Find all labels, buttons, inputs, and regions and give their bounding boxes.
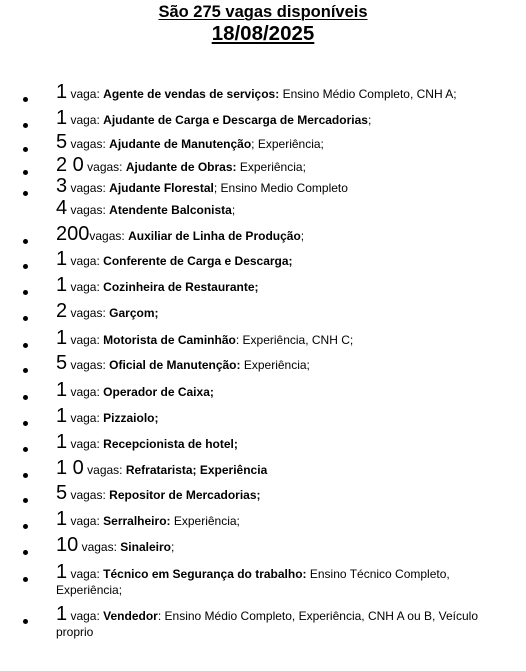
job-line bbox=[56, 561, 511, 598]
job-unit: vagas: bbox=[67, 358, 110, 372]
job-role: Repositor de Mercadorias; bbox=[109, 488, 261, 502]
job-details: ; Experiência; bbox=[251, 137, 324, 151]
job-role: Serralheiro: bbox=[103, 514, 171, 528]
job-role: Garçom; bbox=[109, 306, 159, 320]
job-count: 5 bbox=[56, 131, 68, 153]
bullet-icon bbox=[23, 316, 28, 321]
job-count: 200 bbox=[56, 223, 90, 245]
job-details: ; bbox=[367, 113, 372, 127]
job-unit: vagas: bbox=[83, 160, 126, 174]
job-line bbox=[56, 248, 511, 270]
job-role: Vendedor bbox=[103, 609, 158, 623]
job-line bbox=[56, 327, 511, 349]
job-line bbox=[56, 603, 511, 640]
bullet-icon bbox=[23, 123, 28, 128]
job-count: 1 0 bbox=[56, 457, 84, 479]
job-unit: vaga: bbox=[67, 567, 104, 581]
job-unit: vagas: bbox=[67, 203, 110, 217]
job-unit: vaga: bbox=[67, 333, 104, 347]
job-role: Oficial de Manutenção: bbox=[109, 358, 241, 372]
job-unit: vagas: bbox=[67, 306, 110, 320]
job-unit: vaga: bbox=[67, 514, 104, 528]
job-count: 1 bbox=[56, 274, 68, 296]
job-line bbox=[56, 431, 511, 453]
job-unit: vaga: bbox=[67, 280, 104, 294]
job-role: Ajudante de Manutenção bbox=[109, 137, 252, 151]
job-unit: vaga: bbox=[67, 609, 104, 623]
job-count: 1 bbox=[56, 405, 68, 427]
job-line bbox=[56, 175, 511, 197]
job-role: Atendente Balconista bbox=[109, 203, 232, 217]
bullet-icon bbox=[23, 264, 28, 269]
job-line bbox=[56, 457, 511, 479]
job-details: Experiência; bbox=[170, 514, 240, 528]
job-role: Motorista de Caminhão bbox=[103, 333, 236, 347]
bullet-icon bbox=[23, 343, 28, 348]
job-line bbox=[56, 482, 511, 504]
job-details: Experiência; bbox=[240, 358, 310, 372]
job-details: Ensino Médio Completo, CNH A; bbox=[279, 87, 457, 101]
job-unit: vaga: bbox=[67, 113, 104, 127]
job-count: 1 bbox=[56, 508, 68, 530]
bullet-icon bbox=[23, 421, 28, 426]
bullet-icon bbox=[23, 524, 28, 529]
job-role: Refratarista; Experiência bbox=[125, 463, 268, 477]
job-count: 3 bbox=[56, 175, 68, 197]
job-unit: vagas: bbox=[78, 540, 121, 554]
bullet-icon bbox=[23, 619, 28, 624]
job-line bbox=[56, 223, 511, 245]
job-count: 10 bbox=[56, 534, 79, 556]
job-role: Cozinheira de Restaurante; bbox=[103, 280, 259, 294]
bullet-icon bbox=[23, 447, 28, 452]
bullet-icon bbox=[23, 239, 28, 244]
bullet-icon bbox=[23, 368, 28, 373]
job-line bbox=[56, 154, 511, 176]
bullet-icon bbox=[23, 395, 28, 400]
job-line bbox=[56, 508, 511, 530]
job-unit: vaga: bbox=[67, 385, 104, 399]
job-line bbox=[56, 405, 511, 427]
job-count: 1 bbox=[56, 107, 68, 129]
job-count: 5 bbox=[56, 352, 68, 374]
job-unit: vagas: bbox=[67, 137, 110, 151]
bullet-icon bbox=[23, 550, 28, 555]
job-role: Técnico em Segurança do trabalho: bbox=[103, 567, 307, 581]
job-unit: vagas: bbox=[67, 488, 110, 502]
job-line bbox=[56, 274, 511, 296]
job-role: Pizzaiolo; bbox=[103, 411, 159, 425]
job-count: 2 bbox=[56, 300, 68, 322]
job-details: : Ensino Médio Completo, Experiência, CNH A ou B, Veículo proprio bbox=[56, 609, 479, 639]
bullet-icon bbox=[23, 191, 28, 196]
bullet-icon bbox=[23, 170, 28, 175]
job-details: Experiência; bbox=[236, 160, 306, 174]
job-count: 1 bbox=[56, 431, 68, 453]
job-unit: vaga: bbox=[67, 254, 104, 268]
job-line bbox=[56, 131, 511, 153]
job-count: 1 bbox=[56, 379, 68, 401]
page-title: São 275 vagas disponíveis bbox=[158, 3, 368, 21]
job-role: Agente de vendas de serviços: bbox=[103, 87, 280, 101]
job-line bbox=[56, 197, 511, 219]
job-role: Auxiliar de Linha de Produção bbox=[128, 229, 301, 243]
job-line bbox=[56, 379, 511, 401]
bullet-icon bbox=[23, 498, 28, 503]
job-role: Operador de Caixa; bbox=[103, 385, 214, 399]
job-unit: vaga: bbox=[67, 437, 104, 451]
job-count: 2 0 bbox=[56, 154, 84, 176]
job-details: : Experiência, CNH C; bbox=[235, 333, 354, 347]
job-count: 1 bbox=[56, 603, 68, 625]
job-unit: vaga: bbox=[67, 87, 104, 101]
job-role: Conferente de Carga e Descarga; bbox=[103, 254, 293, 268]
job-line bbox=[56, 352, 511, 374]
job-count: 1 bbox=[56, 248, 68, 270]
bullet-icon bbox=[23, 290, 28, 295]
job-unit: vagas: bbox=[67, 181, 110, 195]
bullet-icon bbox=[23, 97, 28, 102]
page-date: 18/08/2025 bbox=[211, 22, 315, 45]
job-unit: vaga: bbox=[67, 411, 104, 425]
job-unit: vagas: bbox=[89, 229, 129, 243]
job-details: ; bbox=[231, 203, 236, 217]
job-details: ; bbox=[300, 229, 305, 243]
job-count: 5 bbox=[56, 482, 68, 504]
job-count: 4 bbox=[56, 197, 68, 219]
job-details: ; bbox=[170, 540, 175, 554]
job-count: 1 bbox=[56, 81, 68, 103]
bullet-icon bbox=[23, 577, 28, 582]
job-role: Sinaleiro bbox=[120, 540, 171, 554]
job-line bbox=[56, 534, 511, 556]
job-role: Ajudante Florestal bbox=[109, 181, 214, 195]
bullet-icon bbox=[23, 473, 28, 478]
job-line bbox=[56, 81, 511, 103]
job-details: ; Ensino Medio Completo bbox=[213, 181, 348, 195]
bullet-icon bbox=[23, 147, 28, 152]
job-line bbox=[56, 107, 511, 129]
job-count: 1 bbox=[56, 327, 68, 349]
job-count: 1 bbox=[56, 561, 68, 583]
job-role: Ajudante de Obras: bbox=[125, 160, 237, 174]
job-details: Ensino Técnico Completo, Experiência; bbox=[56, 567, 450, 597]
job-role: Recepcionista de hotel; bbox=[103, 437, 238, 451]
job-role: Ajudante de Carga e Descarga de Mercadorias bbox=[103, 113, 368, 127]
job-unit: vagas: bbox=[83, 463, 126, 477]
job-line bbox=[56, 300, 511, 322]
